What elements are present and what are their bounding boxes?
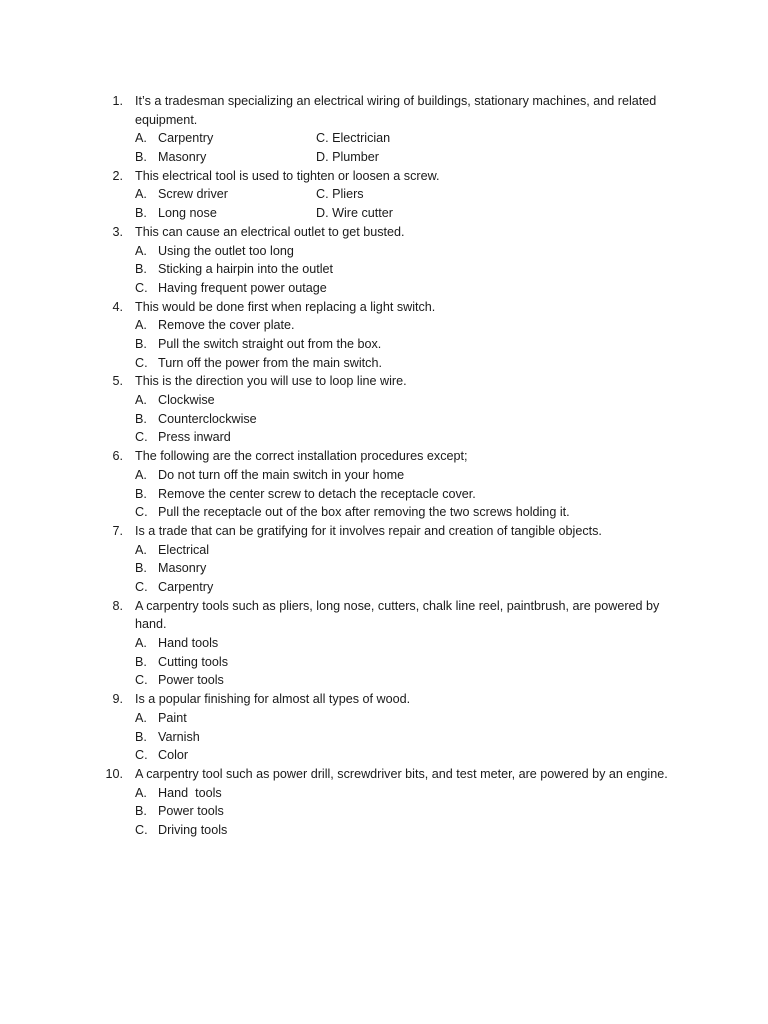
option-text: Electrical — [158, 542, 210, 557]
option-letter: A. — [135, 393, 147, 408]
option-letter: A. — [135, 542, 147, 557]
option-letter: C. — [135, 430, 148, 445]
question-text: This can cause an electrical outlet to get busted. — [135, 224, 405, 239]
option-text: Pull the receptacle out of the box after removing the two screws holding it. — [158, 505, 570, 520]
option-row — [0, 821, 768, 840]
question-7 — [0, 522, 768, 597]
question-text: It’s a tradesman specializing an electrical wiring of buildings, stationary machines, and related equipment. — [135, 94, 657, 127]
option-row — [0, 279, 768, 298]
option-text: Driving tools — [158, 823, 228, 837]
option-letter: C. — [135, 580, 148, 594]
option-letter: A. — [135, 636, 147, 651]
option-row — [0, 503, 768, 522]
option-text: D. Wire cutter — [316, 206, 393, 221]
option-letter: A. — [135, 318, 147, 333]
question-text: The following are the correct installation procedures except; — [135, 449, 468, 464]
option-letter: A. — [135, 243, 147, 258]
option-letter: A. — [135, 187, 147, 202]
option-row — [0, 784, 768, 803]
question-text: A carpentry tools such as pliers, long nose, cutters, chalk line reel, paintbrush, are powered by hand. — [135, 598, 660, 632]
question-number: 5. — [112, 374, 123, 389]
option-letter: B. — [135, 411, 147, 426]
option-text: Carpentry — [158, 131, 214, 146]
option-row — [0, 746, 768, 765]
option-row — [0, 335, 768, 354]
question-number: 2. — [112, 168, 123, 183]
question-1 — [0, 92, 768, 167]
option-text: Counterclockwise — [158, 411, 257, 426]
option-letter: C. — [135, 505, 148, 520]
option-text: Power tools — [158, 673, 224, 688]
option-text: Varnish — [158, 729, 200, 744]
option-row — [0, 391, 768, 410]
option-letter: A. — [135, 710, 147, 725]
option-row — [0, 185, 768, 204]
option-row — [0, 466, 768, 485]
option-row — [0, 728, 768, 747]
option-letter: A. — [135, 785, 147, 800]
option-letter: B. — [135, 486, 147, 501]
question-2 — [0, 167, 768, 223]
option-text: Remove the cover plate. — [158, 318, 295, 333]
question-5 — [0, 372, 768, 447]
option-letter: B. — [135, 729, 147, 744]
option-text: Masonry — [158, 561, 207, 576]
question-text: This would be done first when replacing a light switch. — [135, 299, 436, 314]
option-text: Hand tools — [158, 785, 222, 800]
option-row — [0, 485, 768, 504]
option-text: Hand tools — [158, 636, 219, 651]
option-row — [0, 316, 768, 335]
option-text: Clockwise — [158, 393, 215, 408]
option-row — [0, 242, 768, 261]
option-letter: A. — [135, 467, 147, 482]
question-9 — [0, 690, 768, 765]
option-row — [0, 653, 768, 672]
question-text: This is the direction you will use to loop line wire. — [135, 374, 407, 389]
option-text: Having frequent power outage — [158, 280, 327, 295]
option-row — [0, 354, 768, 373]
question-text: A carpentry tool such as power drill, screwdriver bits, and test meter, are powered by an engine. — [135, 766, 668, 781]
option-text: Do not turn off the main switch in your home — [158, 467, 405, 482]
option-text: Color — [158, 748, 189, 763]
option-text: Using the outlet too long — [158, 243, 294, 258]
option-row — [0, 559, 768, 578]
option-letter: B. — [135, 262, 147, 277]
option-row — [0, 671, 768, 690]
option-row — [0, 410, 768, 429]
option-text: D. Plumber — [316, 150, 379, 165]
option-letter: C. — [135, 748, 148, 763]
option-letter: C. — [135, 355, 148, 370]
question-number: 3. — [112, 224, 123, 239]
option-row — [0, 541, 768, 560]
document-page — [0, 92, 768, 840]
question-6 — [0, 447, 768, 522]
question-4 — [0, 298, 768, 373]
option-text: Power tools — [158, 804, 224, 819]
option-text: C. Pliers — [316, 187, 364, 202]
option-letter: B. — [135, 150, 147, 165]
option-row — [0, 709, 768, 728]
option-letter: B. — [135, 804, 147, 819]
option-text: Masonry — [158, 150, 207, 165]
question-number: 6. — [112, 449, 123, 464]
question-text: This electrical tool is used to tighten or loosen a screw. — [135, 168, 440, 183]
option-text: Long nose — [158, 206, 217, 221]
option-text: Pull the switch straight out from the box. — [158, 337, 382, 352]
option-row — [0, 634, 768, 653]
option-text: Cutting tools — [158, 654, 229, 669]
option-text: C. Electrician — [316, 131, 391, 146]
option-row — [0, 578, 768, 597]
option-row — [0, 260, 768, 279]
option-letter: B. — [135, 654, 147, 669]
question-8 — [0, 597, 768, 690]
question-10 — [0, 765, 768, 840]
option-text: Press inward — [158, 430, 231, 445]
question-number: 10. — [105, 766, 123, 781]
question-number: 1. — [112, 94, 123, 108]
option-row — [0, 204, 768, 223]
option-row — [0, 802, 768, 821]
question-number: 9. — [112, 692, 123, 707]
option-text: Screw driver — [158, 187, 228, 202]
option-letter: B. — [135, 337, 147, 352]
option-text: Remove the center screw to detach the receptacle cover. — [158, 486, 476, 501]
option-text: Turn off the power from the main switch. — [158, 355, 382, 370]
option-letter: C. — [135, 673, 148, 688]
option-letter: C. — [135, 280, 148, 295]
question-text: Is a popular finishing for almost all types of wood. — [135, 692, 411, 707]
question-number: 4. — [112, 299, 123, 314]
question-text: Is a trade that can be gratifying for it involves repair and creation of tangible objects. — [135, 523, 602, 538]
option-row — [0, 129, 768, 148]
question-number: 7. — [112, 523, 123, 538]
option-text: Paint — [158, 710, 187, 725]
option-text: Carpentry — [158, 580, 214, 594]
option-row — [0, 148, 768, 167]
option-row — [0, 428, 768, 447]
option-letter: C. — [135, 823, 148, 837]
option-letter: B. — [135, 206, 147, 221]
question-3 — [0, 223, 768, 298]
option-letter: A. — [135, 131, 147, 146]
question-number: 8. — [112, 598, 123, 613]
option-text: Sticking a hairpin into the outlet — [158, 262, 334, 277]
option-letter: B. — [135, 561, 147, 576]
